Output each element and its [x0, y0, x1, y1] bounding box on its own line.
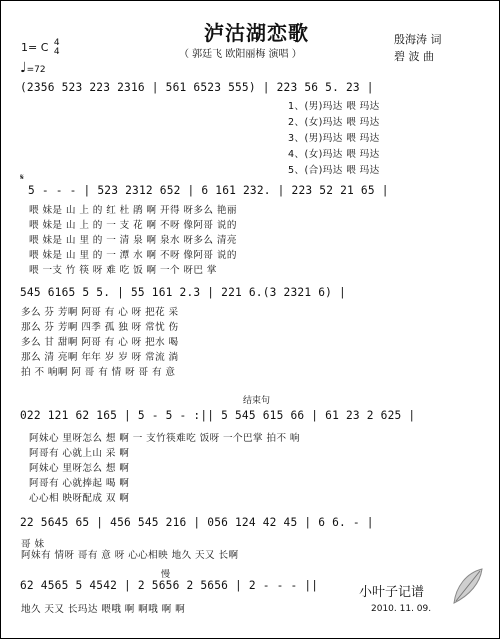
- lyric-line: 喂 妹是 山 里 的 一 潭 水 啊 不呀 像阿哥 说的: [29, 250, 237, 261]
- composer: 碧 波 曲: [394, 50, 434, 63]
- score-line-2: 5 - - - | 523 2312 652 | 6 161 232. | 223 52 21 65 |: [28, 184, 389, 197]
- verse-line: 1、(男)玛达 喂 玛达: [288, 101, 380, 112]
- lyric-line: 喂 妹是 山 里 的 一 清 泉 啊 泉水 呀多么 清亮: [29, 235, 237, 246]
- lyricist: 殷海涛 词: [394, 33, 442, 46]
- score-line-4: 022 121 62 165 | 5 - 5 - :|| 5 545 615 66 | 61 23 2 625 |: [20, 409, 416, 422]
- transcriber-signature: 小叶子记谱: [359, 585, 425, 600]
- lyric-line: 多么 甘 甜啊 阿哥 有 心 呀 把水 喝: [21, 337, 179, 348]
- lyric-line: 阿哥有 心就捧起 喝 啊: [29, 478, 130, 489]
- performers: （ 郭廷飞 欧阳丽梅 演唱 ）: [179, 49, 302, 60]
- verse-line: 5、(合)玛达 喂 玛达: [288, 165, 380, 176]
- lyrics-block-4: [29, 431, 300, 506]
- verse-line: 3、(男)玛达 喂 玛达: [288, 133, 380, 144]
- score-line-6: 62 4565 5 4542 | 2 5656 2 5656 | 2 - - - ||: [20, 579, 319, 592]
- score-line-3: 545 6165 5 5. | 55 161 2.3 | 221 6.(3 2321 6) |: [20, 286, 346, 299]
- leaf-logo-icon: [446, 565, 488, 607]
- score-line-5: 22 5645 65 | 456 545 216 | 056 124 42 45 | 6 6. - |: [20, 516, 374, 529]
- verse-line: 2、(女)玛达 喂 玛达: [288, 117, 380, 128]
- lyric-line: 那么 芬 芳啊 四季 孤 独 呀 常忧 伤: [21, 322, 179, 333]
- key-label: 1= C: [21, 41, 49, 54]
- lyric-line: 阿妹有 情呀 哥有 意 呀 心心相映 地久 天又 长啊: [21, 550, 239, 561]
- tempo-slow: 慢: [161, 570, 171, 580]
- verse-line: 4、(女)玛达 喂 玛达: [288, 149, 380, 160]
- lyrics-block-2: [29, 203, 237, 278]
- time-denominator: 4: [53, 47, 60, 57]
- lyric-line: 喂 一支 竹 筷 呀 难 吃 饭 啊 一个 呀巴 掌: [29, 265, 217, 276]
- tempo-mark: [20, 61, 46, 75]
- lyric-line: 拍 不 响啊 阿 哥 有 情 呀 哥 有 意: [21, 367, 176, 378]
- lyric-line-upper: 哥 妹: [21, 539, 45, 550]
- lyric-line: 阿妹心 里呀怎么 想 啊 一 支竹筷难吃 饭呀 一个巴掌 拍不 响: [29, 433, 300, 444]
- lyric-line: 阿妹心 里呀怎么 想 啊: [29, 463, 130, 474]
- lyric-line: 阿哥有 心就上山 采 啊: [29, 448, 130, 459]
- lyric-line: 心心相 映呀配成 双 啊: [29, 493, 130, 504]
- song-title: 泸沽湖恋歌: [204, 21, 309, 45]
- lyric-line: 喂 妹是 山 上 的 一 支 花 啊 不呀 像阿哥 说的: [29, 220, 237, 231]
- quarter-note-icon: ♩: [20, 60, 27, 76]
- lyric-line: 多么 芬 芳啊 阿哥 有 心 呀 把花 采: [21, 307, 179, 318]
- tempo-value: =72: [26, 65, 46, 75]
- lyric-line: 地久 天又 长玛达 喂哦 啊 啊哦 啊 啊: [21, 604, 186, 615]
- lyrics-block-3: [21, 305, 179, 380]
- lyric-line: 喂 妹是 山 上 的 红 杜 鹃 啊 开得 呀多么 艳丽: [29, 205, 237, 216]
- lyric-line: 那么 清 亮啊 年年 岁 岁 呀 常流 淌: [21, 352, 179, 363]
- transcription-date: 2010. 11. 09.: [371, 604, 432, 614]
- time-signature: [54, 39, 60, 57]
- ending-label: 结束句: [243, 396, 271, 406]
- score-line-1: (2356 523 223 2316 | 561 6523 555) | 223 56 5. 23 |: [20, 81, 374, 94]
- key-signature: [21, 39, 60, 57]
- segno-sign: 𝄋: [20, 173, 24, 183]
- time-numerator: 4: [53, 38, 60, 48]
- verse-list: [288, 99, 380, 179]
